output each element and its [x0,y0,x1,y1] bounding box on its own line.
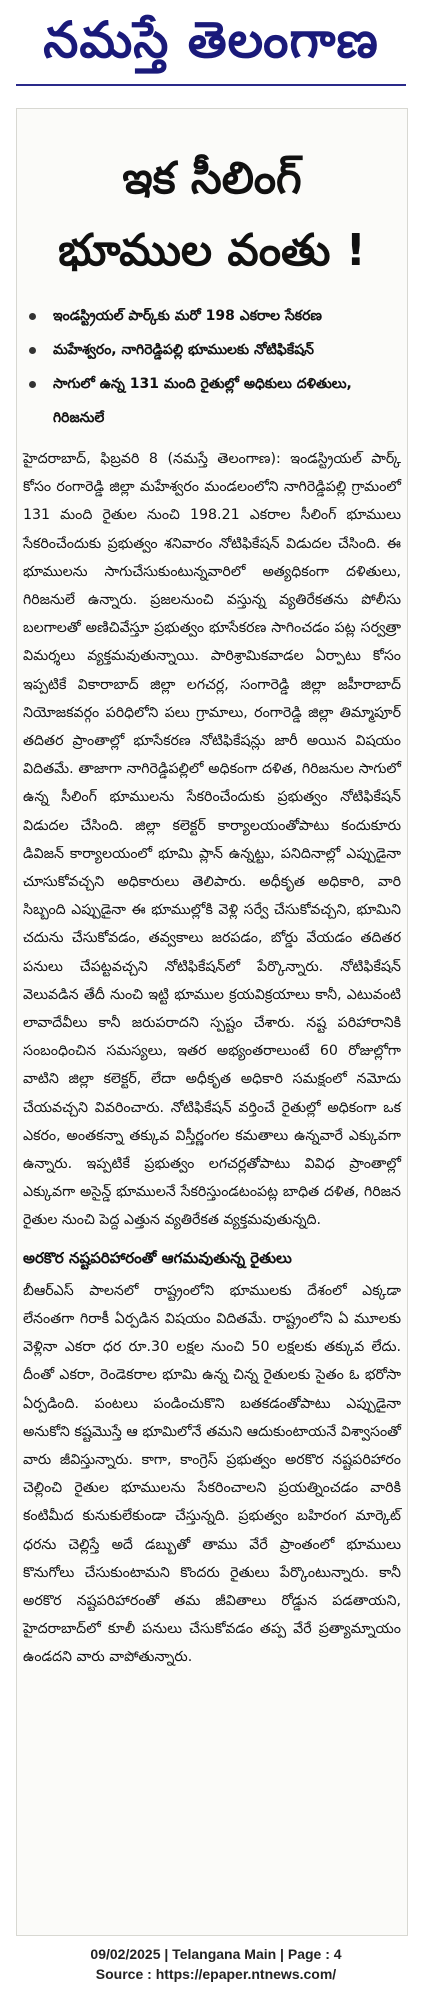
highlight-list [23,299,401,435]
highlight-text: ఇండస్ట్రియల్ పార్క్‌కు మరో 198 ఎకరాల సేకరణ [53,308,322,324]
bullet-icon [29,313,36,320]
highlight-item [23,299,401,333]
article-clipping [16,108,408,1936]
source-link: Source : https://epaper.ntnews.com/ [95,1966,337,1982]
highlight-text: మహేశ్వరం, నాగిరెడ్డిపల్లి భూములకు నోటిఫికేషన్ [53,342,315,358]
masthead-title: నమస్తే తెలంగాణ [43,10,379,69]
newspaper-masthead [16,8,406,86]
article-body: హైదరాబాద్, ఫిబ్రవరి 8 (నమస్తే తెలంగాణ): ఇండస్ట్రియల్ పార్క్ కోసం రంగారెడ్డి జిల్లా మహేశ్వరం మండలంలోని నాగిరెడ్డిపల్లి గ్రామంలో 131 మంది రైతుల నుంచి 198.21 ఎకరాల సీలింగ్ భూములు సేకరించేందుకు ప్రభుత్వం శనివారం నోటిఫికేషన్ విడుదల చేసింది. ఈ భూములను సాగుచేసుకుంటున్నవారిలో అత్యధికంగా దళితులు, గిరిజనులే ఉన్నారు. ప్రజలనుంచి వస్తున్న వ్యతిరేకతను పోలీసు బలగాలతో అణిచివేస్తూ ప్రభుత్వం భూసేకరణ సాగించడం పట్ల సర్వత్రా విమర్శలు వ్యక్తమవుతున్నాయి. పారిశ్రామికవాడల ఏర్పాటు కోసం ఇప్పటికే వికారాబాద్ జిల్లా లగచర్ల, సంగారెడ్డి జిల్లా జహీరాబాద్ నియోజకవర్గం పరిధిలోని పలు గ్రామాలు, రంగారెడ్డి జిల్లా తిమ్మాపూర్ తదితర ప్రాంతాల్లో భూసేకరణ నోటిఫికేషన్లు జారీ అయిన విషయం విదితమే. తాజాగా నాగిరెడ్డిపల్లిలో అధికంగా దళిత, గిరిజనుల సాగులో ఉన్న సీలింగ్ భూములను సేకరించేందుకు ప్రభుత్వం నోటిఫికేషన్ విడుదల చేసింది. జిల్లా కలెక్టర్ కార్యాలయంతోపాటు కందుకూరు డివిజన్ కార్యాలయంలో భూమి ప్లాన్ ఉన్నట్టు, పనిదినాల్లో ఎప్పుడైనా చూసుకోవచ్చని అధికారులు తెలిపారు. అధీకృత అధికారి, వారి సిబ్బంది ఎప్పుడైనా ఈ భూముల్లోకి వెళ్లి సర్వే చేసుకోవచ్చని, భూమిని చదును చేసుకోవడం, తవ్వకాలు జరపడం, బోర్డు వేయడం తదితర పనులు చేపట్టవచ్చని నోటిఫికేషన్‌లో పేర్కొన్నారు. నోటిఫికేషన్ వెలువడిన తేదీ నుంచి ఇట్టి భూముల క్రయవిక్రయాలు కానీ, ఎటువంటి లావాదేవీలు కానీ జరుపరాదని స్పష్టం చేశారు. నష్ట పరిహారానికి సంబంధించిన సమస్యలు, ఇతర అభ్యంతరాలుంటే 60 రోజుల్లోగా వాటిని జిల్లా కలెక్టర్, లేదా అధీకృత అధికారి సమక్షంలో నమోదు చేయవచ్చని వివరించారు. నోటిఫికేషన్ వర్తించే రైతుల్లో అధికంగా ఒక ఎకరం, అంతకన్నా తక్కువ విస్తీర్ణంగల కమతాలు ఉన్నవారే ఎక్కువగా ఉన్నారు. ఇప్పటికే ప్రభుత్వం లగచర్లతోపాటు వివిధ ప్రాంతాల్లో ఎక్కువగా అసైన్డ్ భూములనే సేకరిస్తుండటంపట్ల బాధిత దళిత, గిరిజన రైతుల నుంచి పెద్ద ఎత్తున వ్యతిరేకత వ్యక్తమవుతున్నది. [23,451,401,1229]
bullet-icon [29,347,36,354]
article-headline [23,143,401,287]
bullet-icon [29,381,36,388]
page-footer [0,1944,432,1984]
highlight-text: సాగులో ఉన్న 131 మంది రైతుల్లో అధికులు దళితులు, గిరిజనులే [53,376,352,426]
article-subheading: అరకొర నష్టపరిహారంతో ఆగమవుతున్న రైతులు [23,1248,292,1267]
article-body-2: బీఆర్ఎస్ పాలనలో రాష్ట్రంలోని భూములకు దేశంలో ఎక్కడా లేనంతగా గిరాకీ ఏర్పడిన విషయం విదితమే. రాష్ట్రంలోని ఏ మూలకు వెళ్లినా ఎకరా ధర రూ.30 లక్షల నుంచి 50 లక్షలకు తక్కువ లేదు. దీంతో ఎకరా, రెండెకరాల భూమి ఉన్న చిన్న రైతులకు సైతం ఓ భరోసా ఏర్పడింది. పంటలు పండించుకొని బతకడంతోపాటు ఎప్పుడైనా అనుకోని కష్టమొస్తే ఆ భూమిలోనే తమని ఆదుకుంటాయనే విశ్వాసంతో వారు జీవిస్తున్నారు. కాగా, కాంగ్రెస్ ప్రభుత్వం అరకొర నష్టపరిహారం చెల్లించి రైతుల భూములను సేకరించాలని ప్రయత్నించడం వారికి కంటిమీద కునుకులేకుండా చేస్తున్నది. ప్రభుత్వం బహిరంగ మార్కెట్ ధరను చెల్లిస్తే అదే డబ్బుతో తాము వేరే ప్రాంతంలో భూములు కొనుగోలు చేసుకుంటామని కొందరు రైతులు పేర్కొంటున్నారు. కానీ అరకొర నష్టపరిహారంతో తమ జీవితాలు రోడ్డున పడతాయని, హైదరాబాద్‌లో కూలీ పనులు చేసుకోవడం తప్ప వేరే ప్రత్యామ్నాయం ఉండదని వారు వాపోతున్నారు. [23,1282,401,1666]
headline-line-1: ఇక సీలింగ్ [122,153,302,204]
headline-line-2: భూముల వంతు ! [58,225,366,276]
highlight-item [23,367,401,435]
highlight-item [23,333,401,367]
edition-info: 09/02/2025 | Telangana Main | Page : 4 [90,1946,342,1962]
